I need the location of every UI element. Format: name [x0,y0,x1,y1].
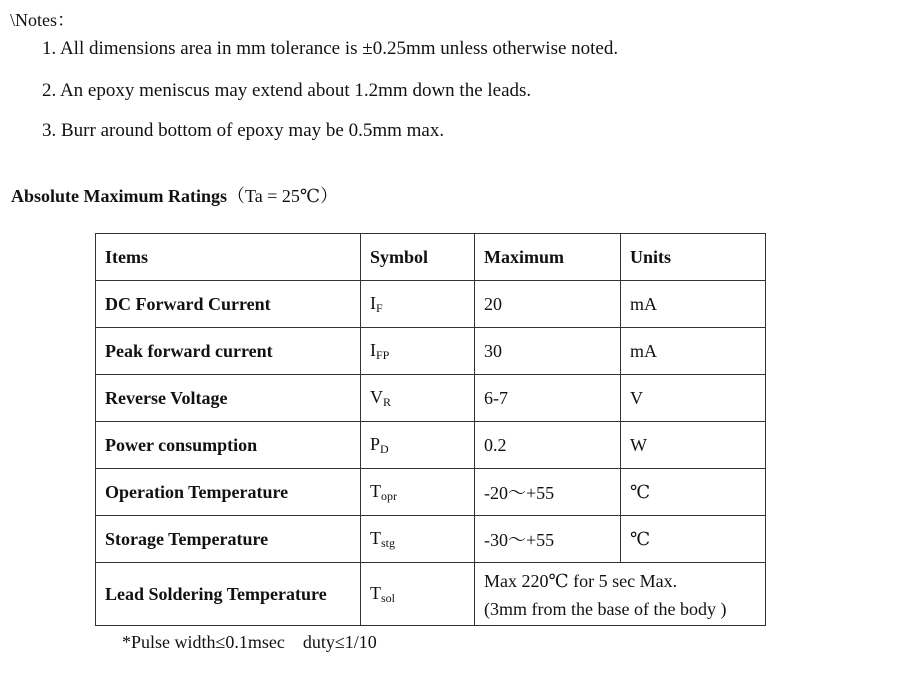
table-header-row [96,234,766,281]
maximum-cell-merged [475,563,766,626]
symbol-cell [361,516,475,563]
symbol-subscript: D [380,441,389,456]
maximum-cell: 30 [475,328,621,375]
units-cell: W [621,422,766,469]
notes-title: \Notes： [10,10,75,30]
table-row [96,422,766,469]
symbol-subscript: stg [381,535,396,550]
symbol-main: T [370,480,381,501]
maximum-cell: 0.2 [475,422,621,469]
symbol-main: T [370,527,381,548]
units-cell: ℃ [621,516,766,563]
symbol-cell [361,422,475,469]
maximum-line-2: (3mm from the base of the body ) [484,599,727,619]
symbol-subscript: R [383,394,392,409]
symbol-main: V [370,386,383,407]
symbol-subscript: opr [381,488,397,503]
table-row [96,516,766,563]
note-1: 1. All dimensions area in mm tolerance is ±0.25mm unless otherwise noted. [42,38,619,59]
header-units: Units [621,234,766,281]
symbol-subscript: sol [381,590,396,605]
table-row [96,328,766,375]
note-3: 3. Burr around bottom of epoxy may be 0.5mm max. [42,120,445,141]
units-cell: mA [621,328,766,375]
ratings-heading-condition: （Ta = 25℃） [227,186,339,206]
maximum-line-1: Max 220℃ for 5 sec Max. [484,571,678,591]
maximum-cell: 20 [475,281,621,328]
symbol-main: I [370,292,376,313]
pulse-footnote: *Pulse width≤0.1msec duty≤1/10 [122,632,377,652]
item-cell: Reverse Voltage [96,375,361,422]
note-2: 2. An epoxy meniscus may extend about 1.2mm down the leads. [42,80,532,101]
symbol-main: T [370,582,381,603]
maximum-cell: -30～+55 [475,516,621,563]
units-cell: V [621,375,766,422]
symbol-cell [361,563,475,626]
item-cell: Operation Temperature [96,469,361,516]
symbol-main: I [370,339,376,360]
header-items: Items [96,234,361,281]
item-cell: Power consumption [96,422,361,469]
ratings-heading-title: Absolute Maximum Ratings [11,186,228,206]
symbol-main: P [370,433,381,454]
item-cell: Peak forward current [96,328,361,375]
maximum-cell: 6-7 [475,375,621,422]
symbol-subscript: F [376,300,383,315]
table-row [96,563,766,626]
item-cell: DC Forward Current [96,281,361,328]
symbol-cell [361,469,475,516]
maximum-cell: -20～+55 [475,469,621,516]
ratings-table [95,233,766,626]
table-row [96,281,766,328]
table-row [96,469,766,516]
symbol-cell [361,328,475,375]
units-cell: ℃ [621,469,766,516]
item-cell: Storage Temperature [96,516,361,563]
header-symbol: Symbol [361,234,475,281]
header-maximum: Maximum [475,234,621,281]
symbol-subscript: FP [376,347,390,362]
symbol-cell [361,281,475,328]
ratings-heading [11,182,338,208]
units-cell: mA [621,281,766,328]
symbol-cell [361,375,475,422]
item-cell: Lead Soldering Temperature [96,563,361,626]
table-row [96,375,766,422]
